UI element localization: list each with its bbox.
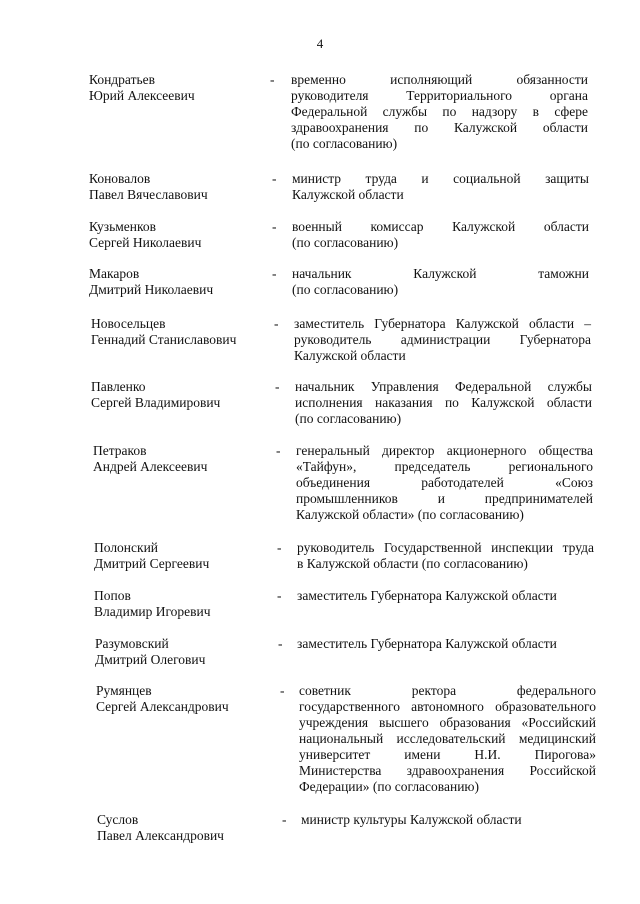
page-number: 4 xyxy=(316,36,324,51)
member-surname: Макаров xyxy=(89,266,140,281)
member-given-names: Владимир Игоревич xyxy=(94,604,211,619)
position-line: министр труда и социальной защиты xyxy=(292,171,589,186)
member-surname: Полонский xyxy=(94,540,159,555)
position-line: государственного автономного образовательного xyxy=(299,699,596,714)
member-surname: Петраков xyxy=(93,443,147,458)
member-position xyxy=(291,72,588,152)
member-given-names: Павел Вячеславович xyxy=(89,187,208,202)
member-position xyxy=(297,540,594,572)
position-line: временно исполняющий обязанности xyxy=(291,72,588,87)
dash-separator: - xyxy=(277,588,282,603)
member-position xyxy=(296,443,593,523)
member-name xyxy=(89,219,289,251)
position-line: министр культуры Калужской области xyxy=(301,812,522,827)
member-position xyxy=(295,379,592,427)
position-line: Министерства здравоохранения Российской xyxy=(299,763,596,778)
member-position xyxy=(294,316,591,364)
position-line: генеральный директор акционерного общества xyxy=(296,443,593,458)
position-line: военный комиссар Калужской области xyxy=(292,219,589,234)
member-surname: Разумовский xyxy=(95,636,169,651)
position-line: заместитель Губернатора Калужской области xyxy=(297,588,557,603)
dash-separator: - xyxy=(270,72,275,87)
position-line: Калужской области xyxy=(292,187,404,202)
member-given-names: Юрий Алексеевич xyxy=(89,88,195,103)
position-line: заместитель Губернатора Калужской области – xyxy=(294,316,591,331)
position-line: Калужской области xyxy=(294,348,406,363)
dash-separator: - xyxy=(276,443,281,458)
member-name xyxy=(89,72,289,104)
position-line: начальник Калужской таможни xyxy=(292,266,589,281)
member-surname: Суслов xyxy=(97,812,139,827)
member-name xyxy=(97,812,297,844)
position-line: «Тайфун», председатель регионального xyxy=(296,459,593,474)
member-surname: Румянцев xyxy=(96,683,152,698)
member-surname: Кузьменков xyxy=(89,219,156,234)
position-line: (по согласованию) xyxy=(291,136,398,151)
member-position xyxy=(292,171,589,203)
member-name xyxy=(94,540,294,572)
dash-separator: - xyxy=(272,266,277,281)
member-name xyxy=(96,683,296,715)
member-surname: Попов xyxy=(94,588,131,603)
member-given-names: Геннадий Станиславович xyxy=(91,332,237,347)
member-given-names: Павел Александрович xyxy=(97,828,224,843)
member-position xyxy=(297,588,594,604)
dash-separator: - xyxy=(280,683,285,698)
member-name xyxy=(91,379,291,411)
position-line: национальный исследовательский медицинский xyxy=(299,731,596,746)
member-given-names: Сергей Николаевич xyxy=(89,235,202,250)
position-line: (по согласованию) xyxy=(295,411,402,426)
member-position xyxy=(292,266,589,298)
position-line: заместитель Губернатора Калужской области xyxy=(297,636,557,651)
position-line: Калужской области» (по согласованию) xyxy=(296,507,524,522)
member-name xyxy=(89,266,289,298)
member-position xyxy=(301,812,598,828)
dash-separator: - xyxy=(274,316,279,331)
dash-separator: - xyxy=(282,812,287,827)
member-name xyxy=(93,443,293,475)
position-line: советник ректора федерального xyxy=(299,683,596,698)
member-position xyxy=(297,636,594,652)
member-name xyxy=(91,316,291,348)
position-line: в Калужской области (по согласованию) xyxy=(297,556,528,571)
member-given-names: Дмитрий Олегович xyxy=(95,652,206,667)
dash-separator: - xyxy=(272,171,277,186)
member-given-names: Андрей Алексеевич xyxy=(93,459,208,474)
member-position xyxy=(299,683,596,795)
position-line: начальник Управления Федеральной службы xyxy=(295,379,592,394)
position-line: (по согласованию) xyxy=(292,235,399,250)
position-line: Федеральной службы по надзору в сфере xyxy=(291,104,588,119)
member-given-names: Дмитрий Сергеевич xyxy=(94,556,210,571)
position-line: университет имени Н.И. Пирогова» xyxy=(299,747,596,762)
position-line: учреждения высшего образования «Российский xyxy=(299,715,596,730)
position-line: объединения работодателей «Союз xyxy=(296,475,593,490)
position-line: исполнения наказания по Калужской области xyxy=(295,395,592,410)
position-line: руководителя Территориального органа xyxy=(291,88,588,103)
dash-separator: - xyxy=(277,540,282,555)
position-line: промышленников и предпринимателей xyxy=(296,491,593,506)
member-name xyxy=(94,588,294,620)
position-line: (по согласованию) xyxy=(292,282,399,297)
dash-separator: - xyxy=(272,219,277,234)
member-name xyxy=(89,171,289,203)
member-given-names: Сергей Владимирович xyxy=(91,395,221,410)
position-line: здравоохранения по Калужской области xyxy=(291,120,588,135)
dash-separator: - xyxy=(275,379,280,394)
member-surname: Новосельцев xyxy=(91,316,166,331)
member-position xyxy=(292,219,589,251)
position-line: руководитель Государственной инспекции труда xyxy=(297,540,594,555)
member-given-names: Дмитрий Николаевич xyxy=(89,282,214,297)
member-surname: Кондратьев xyxy=(89,72,155,87)
dash-separator: - xyxy=(278,636,283,651)
member-surname: Павленко xyxy=(91,379,146,394)
member-surname: Коновалов xyxy=(89,171,151,186)
member-name xyxy=(95,636,295,668)
position-line: Федерации» (по согласованию) xyxy=(299,779,480,794)
member-given-names: Сергей Александрович xyxy=(96,699,229,714)
position-line: руководитель администрации Губернатора xyxy=(294,332,591,347)
